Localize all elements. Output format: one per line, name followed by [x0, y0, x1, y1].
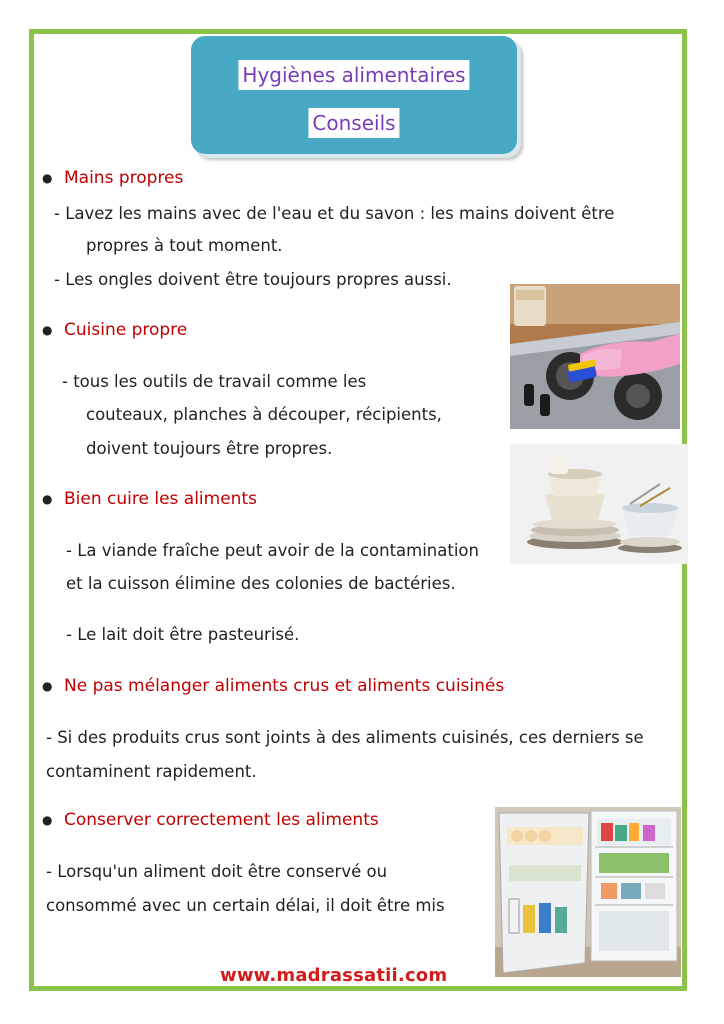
section-text: - Lorsqu'un aliment doit être conservé ou [46, 862, 388, 881]
section-heading-cuisine-propre: ● Cuisine propre [42, 320, 188, 340]
section-text: contaminent rapidement. [46, 762, 257, 781]
section-text: - La viande fraîche peut avoir de la contamination [66, 541, 479, 560]
dirty-dishes-photo [510, 444, 688, 564]
title-banner [191, 36, 517, 154]
bullet-dot: ● [42, 323, 53, 337]
page-subtitle: Conseils [308, 108, 399, 138]
section-heading-bien-cuire: ● Bien cuire les aliments [42, 489, 257, 509]
bullet-dot: ● [42, 813, 53, 827]
section-text: - Le lait doit être pasteurisé. [66, 625, 300, 644]
section-text: doivent toujours être propres. [86, 439, 333, 458]
bullet-dot: ● [42, 492, 53, 506]
section-text: - Lavez les mains avec de l'eau et du savon : les mains doivent être [54, 204, 615, 223]
bullet-dot: ● [42, 679, 53, 693]
bullet-dot: ● [42, 171, 53, 185]
section-text: couteaux, planches à découper, récipients, [86, 405, 442, 424]
section-heading-conserver: ● Conserver correctement les aliments [42, 810, 379, 830]
section-text: consommé avec un certain délai, il doit être mis [46, 896, 445, 915]
section-text: - tous les outils de travail comme les [62, 372, 367, 391]
section-heading-ne-pas-melanger: ● Ne pas mélanger aliments crus et aliments cuisinés [42, 676, 505, 696]
website-footer[interactable] [220, 965, 447, 986]
open-fridge-photo [495, 807, 681, 977]
section-text: propres à tout moment. [86, 236, 283, 255]
section-text: et la cuisson élimine des colonies de bactéries. [66, 574, 456, 593]
page-title: Hygiènes alimentaires [238, 60, 469, 90]
section-heading-mains-propres: ● Mains propres [42, 168, 184, 188]
stove-cleaning-photo [510, 284, 680, 429]
footer-link[interactable]: www.madrassatii.com [220, 965, 448, 986]
section-text: - Si des produits crus sont joints à des aliments cuisinés, ces derniers se [46, 728, 644, 747]
section-text: - Les ongles doivent être toujours propres aussi. [54, 270, 452, 289]
